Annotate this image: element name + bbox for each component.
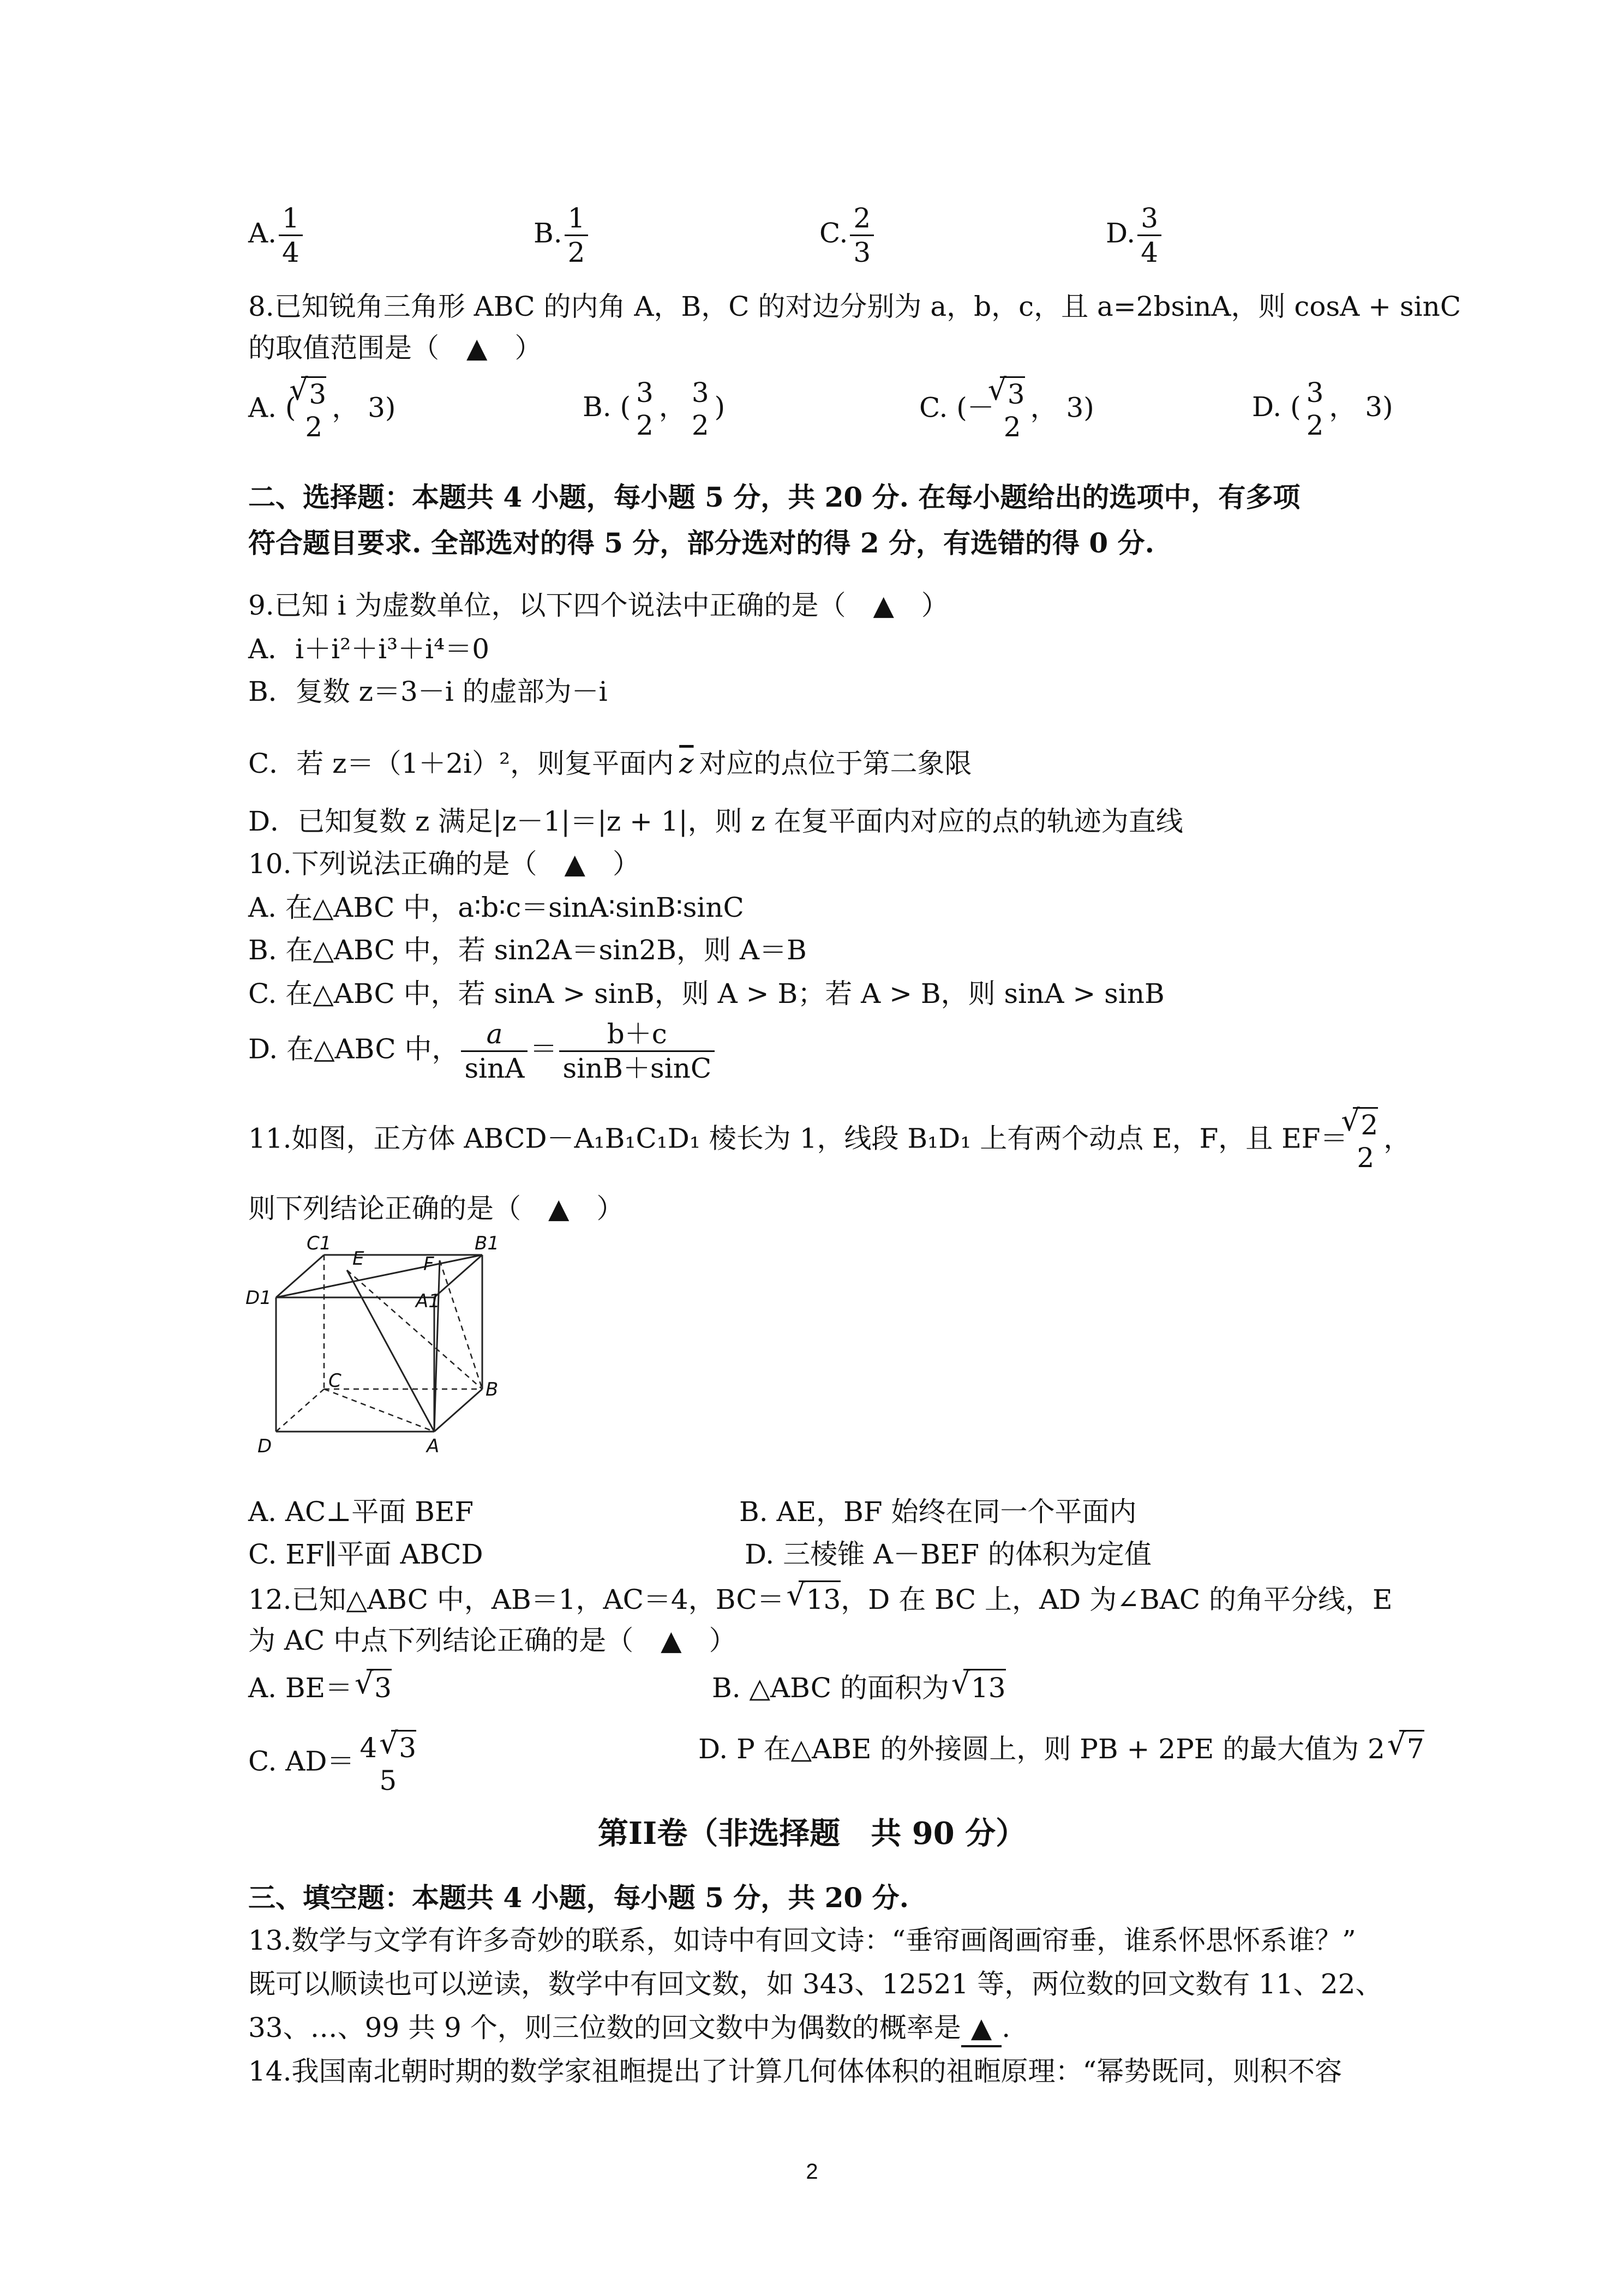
- q13-line1: 13.数学与文学有许多奇妙的联系，如诗中有回文诗：“垂帘画阁画帘垂，谁系怀思怀系谁？”: [248, 1925, 1356, 1956]
- q11-stem-line2: 则下列结论正确的是（ ▲ ）: [248, 1193, 624, 1224]
- q11-option-b: B. AE，BF 始终在同一个平面内: [739, 1496, 1137, 1528]
- q8-option-a: A. ( √ 3 2 ， 3): [248, 376, 395, 443]
- label-b1: B1: [475, 1233, 499, 1254]
- section2-heading-line2: 符合题目要求. 全部选对的得 5 分，部分选对的得 2 分，有选错的得 0 分.: [248, 527, 1155, 559]
- q9-stem: 9.已知 i 为虚数单位，以下四个说法中正确的是（ ▲ ）: [248, 590, 949, 621]
- q8-option-d: D. ( 3 2 ， 3): [1252, 377, 1393, 441]
- q13-answer-blank: ▲: [961, 2010, 1002, 2047]
- q8-stem-line2: 的取值范围是（ ▲ ）: [248, 332, 542, 364]
- label-c1: C1: [307, 1233, 332, 1254]
- q12-option-c: C. AD＝ 4 √ 3 5: [248, 1730, 422, 1797]
- q10-option-a: A. 在△ABC 中，a∶b∶c＝sinA∶sinB∶sinC: [248, 892, 744, 923]
- q14-line1: 14.我国南北朝时期的数学家祖暅提出了计算几何体体积的祖暅原理：“幂势既同，则积不容: [248, 2055, 1343, 2087]
- q11-option-c: C. EF∥平面 ABCD: [248, 1538, 483, 1570]
- q10-stem: 10.下列说法正确的是（ ▲ ）: [248, 848, 640, 880]
- q8-option-c: C. (－ √ 3 2 ， 3): [919, 376, 1094, 443]
- q7-option-c: C. $\frac{2}{3}$: [819, 202, 876, 269]
- label-d: D: [257, 1435, 272, 1457]
- q10-option-b: B. 在△ABC 中，若 sin2A＝sin2B，则 A＝B: [248, 934, 807, 966]
- q9-option-a: A．i＋i²＋i³＋i⁴＝0: [248, 633, 490, 665]
- q13-line2: 既可以顺读也可以逆读，数学中有回文数，如 343、12521 等，两位数的回文数有 11、22、: [248, 1968, 1383, 2000]
- q13-line3: 33、…、99 共 9 个，则三位数的回文数中为偶数的概率是 ▲ .: [248, 2010, 1010, 2047]
- q10-option-c: C. 在△ABC 中，若 sinA > sinB，则 A > B；若 A > B，则 sinA > sinB: [248, 978, 1165, 1009]
- part2-title: 第II卷（非选择题 共 90 分）: [597, 1816, 1027, 1852]
- label-d1: D1: [245, 1287, 272, 1309]
- label-c: C: [328, 1370, 341, 1392]
- label-e: E: [352, 1248, 364, 1270]
- q7-option-d: D. $\frac{3}{4}$: [1106, 202, 1164, 269]
- q11-stem-line1: 11.如图，正方体 ABCD－A₁B₁C₁D₁ 棱长为 1，线段 B₁D₁ 上有两个动点 E，F，且 EF＝ √ 2 2 ，: [248, 1107, 1411, 1174]
- label-f: F: [423, 1253, 434, 1275]
- label-b: B: [486, 1379, 499, 1401]
- q7-option-b: B. $\frac{1}{2}$: [534, 202, 590, 269]
- label-a: A: [427, 1435, 440, 1457]
- q9-option-b: B．复数 z＝3－i 的虚部为－i: [248, 676, 608, 707]
- q12-option-a: A. BE＝ √ 3: [248, 1669, 392, 1705]
- q7-option-a: A. $\frac{1}{4}$: [248, 202, 305, 269]
- q12-stem-line1: 12.已知△ABC 中，AB＝1，AC＝4，BC＝ √ 13，D 在 BC 上，AD 为∠BAC 的角平分线，E: [248, 1580, 1392, 1617]
- section3-heading: 三、填空题：本题共 4 小题，每小题 5 分，共 20 分.: [248, 1882, 909, 1914]
- q12-option-b: B. △ABC 的面积为 √ 13: [712, 1669, 1006, 1705]
- q8-option-b: B. ( 3 2 ， 3 2 ): [583, 377, 726, 441]
- q9-option-d: D．已知复数 z 满足|z－1|＝|z + 1|，则 z 在复平面内对应的点的轨迹为直线: [248, 806, 1183, 837]
- q11-option-a: A. AC⊥平面 BEF: [248, 1496, 474, 1528]
- q12-stem-line2: 为 AC 中点下列结论正确的是（ ▲ ）: [248, 1625, 736, 1656]
- q10-option-d: D. 在△ABC 中， $\frac{a}{\sin A}$ ＝ $\frac{b+c}{\sin B+\sin C}$: [248, 1018, 717, 1085]
- label-a1: A1: [416, 1290, 440, 1312]
- q9-option-c: C．若 z＝（1＋2i）²，则复平面内 $\overline{z}$ 对应的点位于第二象限: [248, 748, 972, 779]
- section2-heading-line1: 二、选择题：本题共 4 小题，每小题 5 分，共 20 分. 在每小题给出的选项中，有多项: [248, 481, 1301, 513]
- cube-figure: [245, 1230, 529, 1481]
- q8-stem-line1: 8.已知锐角三角形 ABC 的内角 A，B，C 的对边分别为 a，b，c，且 a=2bsinA，则 cosA + sinC: [248, 291, 1461, 322]
- q12-option-d: D. P 在△ABE 的外接圆上，则 PB + 2PE 的最大值为 2 √ 7: [698, 1730, 1424, 1766]
- page-number: 2: [806, 2160, 818, 2184]
- q11-option-d: D. 三棱锥 A－BEF 的体积为定值: [745, 1538, 1152, 1570]
